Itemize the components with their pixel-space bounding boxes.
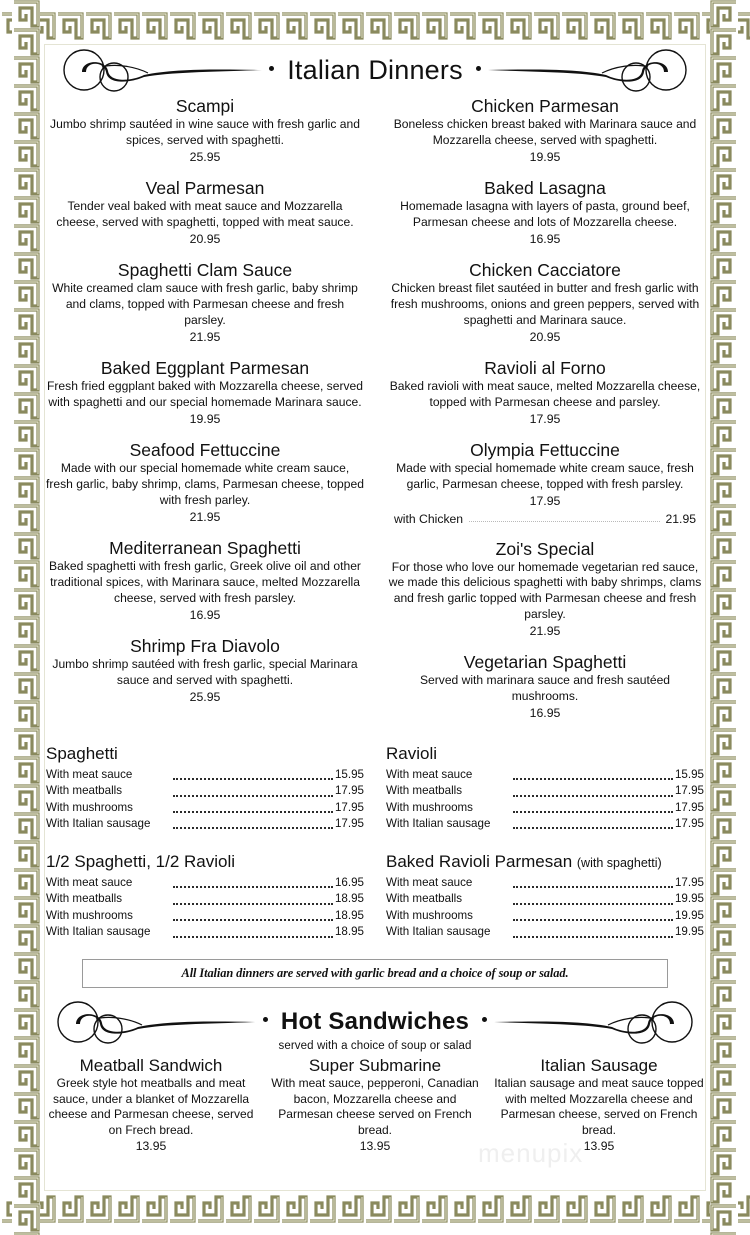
- price-row: [46, 783, 364, 799]
- price-row-label: With meat sauce: [386, 875, 473, 889]
- price-row-value: 17.95: [334, 817, 364, 830]
- price-row-label: With meat sauce: [386, 767, 473, 781]
- greek-key-border-right: [710, 0, 738, 1235]
- price-row-value: 17.95: [674, 784, 704, 798]
- price-row-label: With mushrooms: [46, 800, 133, 814]
- dish-description: Tender veal baked with meat sauce and Mozzarella cheese, served with spaghetti, topped with meat sauce.: [56, 199, 354, 229]
- price-row-label: With meatballs: [386, 892, 463, 906]
- dish-description: Served with marinara sauce and fresh sautéed mushrooms.: [419, 673, 671, 703]
- price-row-value: 17.95: [674, 800, 704, 814]
- dish-price: 19.95: [529, 149, 561, 164]
- dotted-leader: [173, 788, 333, 797]
- price-row-value: 17.95: [674, 817, 704, 830]
- price-row: [386, 767, 704, 783]
- dotted-leader: [173, 912, 333, 921]
- dotted-leader: [173, 804, 333, 813]
- price-row: [46, 800, 364, 816]
- dish-name: Seafood Fettuccine: [129, 440, 281, 461]
- dish-item: [46, 96, 364, 165]
- dish-name: Chicken Parmesan: [471, 96, 619, 116]
- dish-price: 25.95: [189, 149, 221, 164]
- dish-item: [386, 178, 704, 247]
- greek-key-border-top: [0, 12, 750, 40]
- price-lists-row-2: [46, 852, 704, 950]
- dish-name: Chicken Cacciatore: [469, 260, 621, 281]
- sandwich-description: With meat sauce, pepperoni, Canadian bacon, Mozzarella cheese and Parmesan cheese served on French bread.: [271, 1076, 479, 1137]
- dish-price: 20.95: [189, 231, 221, 246]
- sandwich-item: [494, 1056, 704, 1153]
- price-list-title: Ravioli: [386, 744, 438, 764]
- price-list-title-main: Baked Ravioli Parmesan: [386, 852, 573, 872]
- sandwich-description: Greek style hot meatballs and meat sauce, under a blanket of Mozzarella cheese and Parmesan cheese, served on Frech bread.: [48, 1076, 254, 1137]
- price-row-label: With Italian sausage: [386, 925, 491, 939]
- price-row: [46, 816, 364, 832]
- dish-price: 17.95: [529, 493, 561, 508]
- sandwich-price: 13.95: [135, 1138, 167, 1153]
- flourish-right-icon: [488, 47, 688, 93]
- dish-price: 21.95: [189, 329, 221, 344]
- dish-price: 21.95: [529, 623, 561, 638]
- price-row: [46, 875, 364, 891]
- dotted-leader: [173, 771, 333, 780]
- price-row-label: With mushrooms: [46, 908, 133, 922]
- price-list-title: [386, 852, 704, 872]
- dish-name: Mediterranean Spaghetti: [109, 538, 301, 559]
- dish-description: Made with special homemade white cream sauce, fresh garlic, Parmesan cheese, topped with fresh parsley.: [396, 461, 694, 492]
- dish-item: [46, 178, 364, 247]
- price-list-half-half: [46, 852, 364, 940]
- price-row-value: 15.95: [334, 767, 364, 781]
- dish-price: 16.95: [529, 231, 561, 246]
- menu-content: [46, 46, 704, 1189]
- price-row-label: With mushrooms: [386, 908, 473, 922]
- dish-option-price: 21.95: [665, 511, 696, 526]
- greek-key-border-left: [12, 0, 40, 1235]
- price-row: [386, 800, 704, 816]
- dotted-leader: [513, 771, 673, 780]
- sandwich-item: [270, 1056, 480, 1153]
- price-row: [46, 924, 364, 940]
- heading-dot-left: [263, 1017, 268, 1022]
- price-row-label: With Italian sausage: [46, 925, 151, 939]
- price-row-label: With meatballs: [386, 784, 463, 798]
- hot-sandwiches-heading: [46, 998, 704, 1046]
- price-list-title: Spaghetti: [46, 744, 118, 764]
- dish-item: [46, 260, 364, 345]
- price-list-spaghetti: [46, 744, 364, 832]
- dish-price: 16.95: [189, 607, 221, 622]
- dinners-right-column: [386, 96, 704, 734]
- dish-price: 20.95: [529, 329, 561, 344]
- dish-name: Baked Eggplant Parmesan: [100, 358, 310, 379]
- dish-option-row: [386, 512, 704, 526]
- price-row-label: With meat sauce: [46, 875, 133, 889]
- price-row-value: 19.95: [674, 925, 704, 939]
- price-row-value: 17.95: [674, 875, 704, 889]
- dinners-left-column: [46, 96, 364, 734]
- dish-description: Made with our special homemade white cream sauce, fresh garlic, baby shrimp, clams, Parmesan cheese, topped with fresh parley.: [46, 461, 364, 507]
- dotted-leader: [173, 896, 333, 905]
- dinners-notice-box: All Italian dinners are served with garlic bread and a choice of soup or salad.: [82, 959, 668, 988]
- dish-item: [46, 538, 364, 623]
- price-row: [386, 875, 704, 891]
- dish-name: Scampi: [175, 96, 235, 116]
- price-row-label: With meatballs: [46, 784, 123, 798]
- dish-name: Baked Lasagna: [484, 178, 606, 199]
- sandwich-price: 13.95: [583, 1138, 615, 1153]
- dotted-leader: [173, 929, 333, 938]
- price-row-value: 18.95: [334, 908, 364, 922]
- dish-description: For those who love our homemade vegetarian red sauce, we made this delicious spaghetti with baby shrimps, clams and fresh garlic topped with Parmesan cheese and fresh parsley.: [388, 559, 702, 621]
- sandwich-name: Italian Sausage: [540, 1055, 658, 1075]
- dish-name: Veal Parmesan: [145, 178, 265, 199]
- dish-description: Baked spaghetti with fresh garlic, Greek olive oil and other traditional spices, with Marinara sauce, melted Mozzarella cheese, served with fresh parsley.: [49, 559, 361, 605]
- dish-price: 17.95: [529, 411, 561, 426]
- heading-dot-left: [269, 66, 274, 71]
- sandwich-price: 13.95: [359, 1138, 391, 1153]
- price-row: [386, 783, 704, 799]
- dotted-leader: [513, 896, 673, 905]
- price-row: [386, 924, 704, 940]
- dish-item: [386, 96, 704, 165]
- price-row: [386, 816, 704, 832]
- sandwich-name: Super Submarine: [308, 1055, 442, 1075]
- section-title-sandwiches: Hot Sandwiches: [280, 1007, 470, 1035]
- sandwich-description: Italian sausage and meat sauce topped with melted Mozzarella cheese and Parmesan cheese, served on French bread.: [494, 1076, 704, 1137]
- dish-name: Olympia Fettuccine: [470, 440, 620, 461]
- sandwich-name: Meatball Sandwich: [79, 1055, 223, 1075]
- price-row-value: 16.95: [334, 875, 364, 889]
- dish-description: White creamed clam sauce with fresh garlic, baby shrimp and clams, topped with Parmesan cheese and fresh parsley.: [52, 281, 358, 327]
- price-row: [386, 891, 704, 907]
- dish-description: Homemade lasagna with layers of pasta, ground beef, Parmesan cheese and lots of Mozzarella cheese.: [400, 199, 690, 229]
- price-row-label: With meat sauce: [46, 767, 133, 781]
- dish-description: Fresh fried eggplant baked with Mozzarella cheese, served with spaghetti and our special homemade Marinara sauce.: [47, 379, 363, 410]
- dish-name: Ravioli al Forno: [484, 358, 606, 379]
- price-row-value: 18.95: [334, 892, 364, 906]
- dish-price: 21.95: [189, 509, 221, 524]
- dish-item: [386, 358, 704, 427]
- price-row: [386, 908, 704, 924]
- price-row-value: 18.95: [334, 925, 364, 939]
- section-title-dinners: Italian Dinners: [287, 54, 463, 85]
- dish-item: [386, 539, 704, 640]
- dish-price: 16.95: [529, 705, 561, 720]
- sandwich-item: [46, 1056, 256, 1153]
- dish-item: [46, 358, 364, 427]
- dish-name: Zoi's Special: [495, 538, 595, 559]
- dish-description: Jumbo shrimp sautéed with fresh garlic, special Marinara sauce and served with spaghetti.: [52, 657, 358, 687]
- heading-dot-right: [482, 1017, 487, 1022]
- dish-description: Jumbo shrimp sautéed in wine sauce with fresh garlic and spices, served with spaghetti.: [50, 117, 360, 147]
- dotted-leader: [513, 820, 673, 829]
- dotted-leader: [469, 513, 659, 522]
- price-row-label: With mushrooms: [386, 800, 473, 814]
- dish-description: Chicken breast filet sautéed in butter and fresh garlic with fresh mushrooms, onions and green peppers, served with spaghetti and Marinara sauce.: [390, 281, 700, 327]
- dish-name: Shrimp Fra Diavolo: [130, 636, 280, 657]
- dotted-leader: [513, 788, 673, 797]
- price-row-value: 15.95: [674, 767, 704, 781]
- flourish-right-icon: [494, 999, 694, 1045]
- dotted-leader: [513, 929, 673, 938]
- price-row-value: 17.95: [334, 784, 364, 798]
- sandwiches-subtitle: served with a choice of soup or salad: [278, 1039, 472, 1052]
- price-row-value: 17.95: [334, 800, 364, 814]
- price-row-value: 19.95: [674, 908, 704, 922]
- price-row-label: With meatballs: [46, 892, 123, 906]
- price-row-label: With Italian sausage: [46, 817, 151, 830]
- dotted-leader: [513, 879, 673, 888]
- dotted-leader: [173, 879, 333, 888]
- heading-dot-right: [476, 66, 481, 71]
- flourish-left-icon: [62, 47, 262, 93]
- dish-description: Boneless chicken breast baked with Marinara sauce and Mozzarella cheese, served with spaghetti.: [393, 117, 697, 147]
- price-lists-row-1: [46, 744, 704, 842]
- italian-dinners-heading: [46, 46, 704, 94]
- price-row: [46, 908, 364, 924]
- watermark: menupix: [478, 1138, 584, 1168]
- price-row: [46, 891, 364, 907]
- dish-item: [46, 440, 364, 525]
- greek-key-border-bottom: [0, 1195, 750, 1223]
- price-list-title: 1/2 Spaghetti, 1/2 Ravioli: [46, 852, 236, 872]
- dish-price: 19.95: [189, 411, 221, 426]
- dish-description: Baked ravioli with meat sauce, melted Mozzarella cheese, topped with Parmesan cheese and parsley.: [389, 379, 701, 410]
- flourish-left-icon: [56, 999, 256, 1045]
- dish-item: [386, 652, 704, 721]
- price-list-title-note: (with spaghetti): [576, 856, 662, 871]
- sandwiches-columns: [46, 1056, 704, 1153]
- dotted-leader: [173, 820, 333, 829]
- dish-item: [46, 636, 364, 705]
- price-list-ravioli: [386, 744, 704, 832]
- price-row: [46, 767, 364, 783]
- dotted-leader: [513, 804, 673, 813]
- dish-name: Spaghetti Clam Sauce: [117, 260, 293, 281]
- price-row-label: With Italian sausage: [386, 817, 491, 830]
- dinners-columns: [46, 96, 704, 734]
- dish-option-label: with Chicken: [394, 511, 464, 526]
- dotted-leader: [513, 912, 673, 921]
- dish-item: [386, 440, 704, 525]
- dish-price: 25.95: [189, 689, 221, 704]
- dish-item: [386, 260, 704, 345]
- dish-name: Vegetarian Spaghetti: [463, 652, 627, 673]
- price-list-baked-ravioli-parmesan: [386, 852, 704, 940]
- price-row-value: 19.95: [674, 892, 704, 906]
